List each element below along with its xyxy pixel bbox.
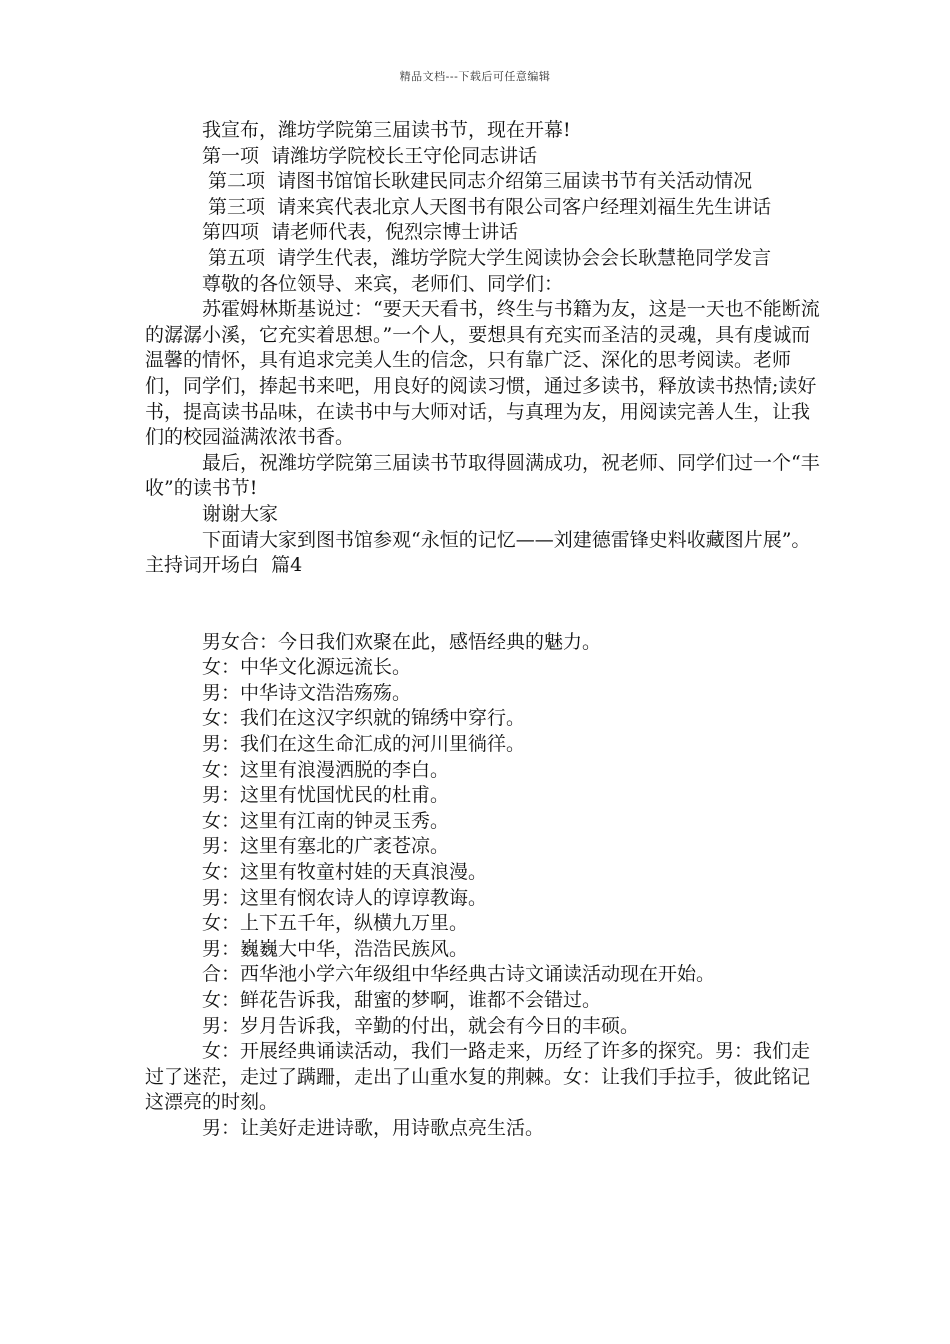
dialogue-line: 女：开展经典诵读活动，我们一路走来，历经了许多的探究。男：我们走过了迷茫，走过了蹒跚，走出了山重水复的荆棘。女：让我们手拉手，彼此铭记这漂亮的时刻。 [145, 1040, 811, 1114]
dialogue-line: 男：巍巍大中华，浩浩民族风。 [202, 937, 469, 960]
dialogue-line: 男：岁月告诉我，辛勤的付出，就会有今日的丰硕。 [202, 1014, 640, 1037]
dialogue-line: 男女合：今日我们欢聚在此，感悟经典的魅力。 [202, 630, 602, 653]
paragraph: 最后，祝潍坊学院第三届读书节取得圆满成功，祝老师、同学们过一个“丰收”的读书节! [145, 451, 820, 500]
dialogue-line: 女：上下五千年，纵横九万里。 [202, 912, 469, 935]
agenda-item-3: 第三项 请来宾代表北京人天图书有限公司客户经理刘福生先生讲话 [202, 195, 772, 218]
paragraph: 苏霍姆林斯基说过：“要天天看书，终生与书籍为友，这是一天也不能断流的潺潺小溪，它充实着思想。”一个人，要想具有充实而圣洁的灵魂，具有虔诚而温馨的情怀，具有追求完美人生的信念，只有靠广泛、深化的思考阅读。老师们，同学们，捧起书来吧，用良好的阅读习惯，通过多读书，释放读书热情;读好书，提高读书品味，在读书中与大师对话，与真理为友，用阅读完善人生，让我们的校园溢满浓浓书香。 [145, 298, 820, 449]
dialogue-line: 女：这里有浪漫洒脱的李白。 [202, 758, 450, 781]
dialogue-line: 男：这里有忧国忧民的杜甫。 [202, 784, 450, 807]
paragraph: 谢谢大家 [202, 502, 279, 525]
dialogue-line: 女：中华文化源远流长。 [202, 656, 412, 679]
paragraph: 我宣布，潍坊学院第三届读书节，现在开幕! [202, 119, 571, 141]
dialogue-line: 女：这里有江南的钟灵玉秀。 [202, 809, 450, 832]
dialogue-line: 男：让美好走进诗歌，用诗歌点亮生活。 [202, 1116, 545, 1139]
section-gap [145, 579, 825, 630]
paragraph: 下面请大家到图书馆参观“永恒的记忆——刘建德雷锋史料收藏图片展”。主持词开场白 篇4 [145, 528, 811, 577]
dialogue-line: 男：这里有悯农诗人的谆谆教诲。 [202, 886, 488, 909]
agenda-item-2: 第二项 请图书馆馆长耿建民同志介绍第三届读书节有关活动情况 [202, 170, 753, 193]
dialogue-line: 男：这里有塞北的广袤苍凉。 [202, 835, 450, 858]
dialogue-line: 女：这里有牧童村娃的天真浪漫。 [202, 861, 488, 884]
dialogue-line: 男：我们在这生命汇成的河川里徜徉。 [202, 733, 526, 756]
agenda-item-5: 第五项 请学生代表，潍坊学院大学生阅读协会会长耿慧艳同学发言 [202, 246, 772, 269]
dialogue-line: 合：西华池小学六年级组中华经典古诗文诵读活动现在开始。 [202, 963, 716, 986]
agenda-item-4: 第四项 请老师代表，倪烈宗博士讲话 [202, 221, 519, 244]
document-body [145, 118, 825, 1142]
dialogue-line: 女：我们在这汉字织就的锦绣中穿行。 [202, 707, 526, 730]
dialogue-line: 女：鲜花告诉我，甜蜜的梦啊，谁都不会错过。 [202, 989, 602, 1011]
agenda-item-1: 第一项 请潍坊学院校长王守伦同志讲话 [202, 144, 538, 167]
salutation: 尊敬的各位领导、来宾，老师们、同学们： [202, 272, 564, 295]
page-header: 精品文档---下载后可任意编辑 [399, 70, 551, 83]
dialogue-line: 男：中华诗文浩浩殇殇。 [202, 681, 412, 704]
